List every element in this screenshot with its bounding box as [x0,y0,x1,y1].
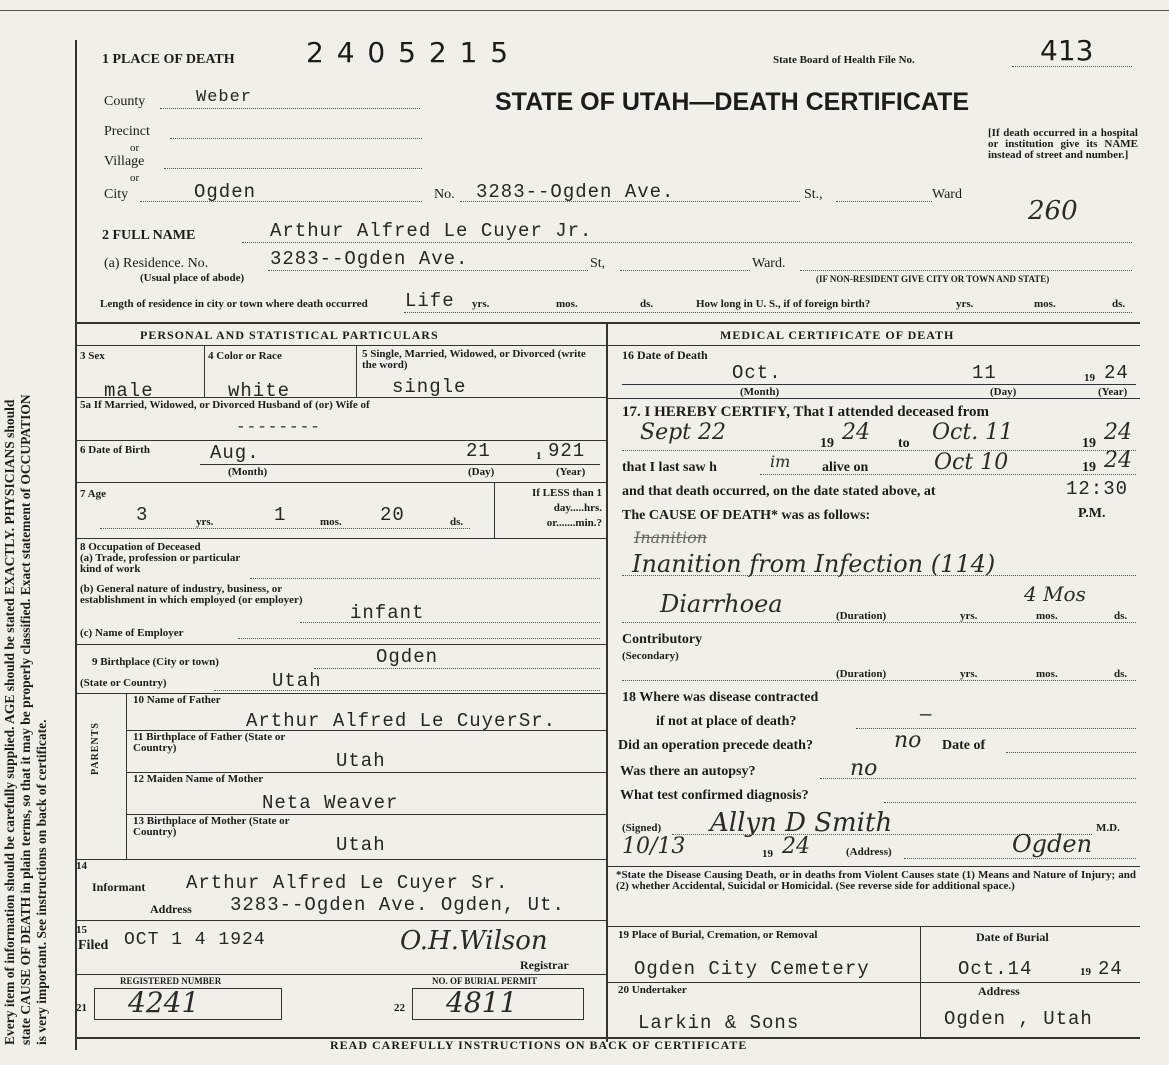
undertaker-value: Larkin & Sons [638,1012,800,1034]
street-no-label: No. [434,187,455,202]
last-saw-line [760,474,1136,475]
footer-instructions: READ CAREFULLY INSTRUCTIONS ON BACK OF CERTIFICATE [330,1038,748,1052]
disease-contracted-label: 18 Where was disease contracted [622,690,819,705]
age-years: 3 [136,504,149,526]
informant-num: 14 [76,860,87,872]
attended-line [622,450,1136,451]
place-of-death-label: 1 PLACE OF DEATH [102,52,235,67]
cause-line-1 [622,575,1136,576]
age-label: 7 Age [80,488,106,500]
personal-title-line [75,345,606,346]
signed-label: (Signed) [622,822,662,834]
undertaker-label: 20 Undertaker [618,984,687,996]
marital-label: 5 Single, Married, Widowed, or Divorced (write the word) [362,348,586,371]
village-line [164,168,422,169]
residence-label: (a) Residence. No. [104,256,209,271]
contributory-label: Contributory [622,632,703,647]
death-year-prefix: 19 [1084,372,1095,384]
cause-secondary: Diarrhoea [660,590,783,618]
parents-divider [126,693,127,859]
alive-on-year-prefix: 19 [1082,460,1096,475]
length-ds: ds. [640,298,654,310]
physician-signature: Allyn D Smith [710,808,893,838]
side-line-3: is very important. See instructions on back of certificate. [34,719,49,1045]
age-days: 20 [380,504,405,526]
death-date-label: 16 Date of Death [622,348,708,362]
death-month: Oct. [732,362,782,384]
mother-birthplace-label: 13 Birthplace of Mother (State or Country) [133,815,290,838]
footnote-bottom [606,926,1140,927]
disease-contracted-sublabel: if not at place of death? [656,714,797,729]
cause-struck: Inanition [634,528,708,547]
father-label: 10 Name of Father [133,694,221,706]
residence-ward-label: Ward. [752,256,786,271]
death-date-bottom [606,398,1140,399]
sign-date: 10/13 [622,834,686,859]
filed-label: Filed [78,938,109,953]
filed-date: OCT 1 4 1924 [124,930,266,950]
death-year: 24 [1104,362,1129,384]
attended-from-date: Sept 22 [640,420,727,445]
us-ds: ds. [1112,298,1126,310]
attended-from-year-prefix: 19 [820,436,834,451]
dob-label: 6 Date of Birth [80,444,150,456]
burial-date-label: Date of Burial [976,930,1049,944]
residence-value: 3283--Ogden Ave. [270,248,469,270]
duration-yrs-2: yrs. [960,668,978,680]
medical-title-line [606,345,1140,346]
attended-to-year-prefix: 19 [1082,436,1096,451]
birthplace-city: Ogden [376,646,439,668]
duration-yrs-1: yrs. [960,610,978,622]
city-line [140,201,422,202]
informant-address: 3283--Ogden Ave. Ogden, Ut. [230,894,565,916]
medical-section-title: MEDICAL CERTIFICATE OF DEATH [720,328,955,342]
certify-label: 17. I HEREBY CERTIFY, That I attended deceased from [622,404,990,420]
registrar-label: Registrar [520,958,569,972]
occupation-label: 8 Occupation of Deceased [80,541,201,553]
death-time-pm: P.M. [1078,506,1106,521]
death-day: 11 [972,362,997,384]
file-number: 413 [1040,34,1094,67]
filed-bottom [75,974,606,975]
precinct-label: Precinct [104,124,150,139]
street-value: 3283--Ogden Ave. [476,181,675,203]
burial-year-prefix: 19 [1080,966,1091,978]
us-mos: mos. [1034,298,1056,310]
attended-to-year: 24 [1104,420,1132,445]
death-time: 12:30 [1066,478,1129,500]
test-line [884,802,1136,803]
full-name-line [242,242,1132,243]
dob-year: 921 [548,440,586,462]
mother-birthplace: Utah [336,834,386,856]
burial-permit-label: NO. OF BURIAL PERMIT [432,976,538,986]
cause-line-2 [622,622,1136,623]
length-line [404,312,1132,313]
dob-month-caption: (Month) [228,466,268,478]
side-line-1: Every item of information should be carefully supplied. AGE should be stated EXACTLY. PHYSICIANS should [2,399,17,1045]
us-label: How long in U. S., if of foreign birth? [696,298,871,310]
attended-to-date: Oct. 11 [932,420,1014,445]
sign-year: 24 [782,834,810,859]
county-value: Weber [196,88,253,107]
duration-ds-2: ds. [1114,668,1128,680]
color-label: 4 Color or Race [208,350,282,362]
street-st-label: St., [804,187,823,202]
employer-line [238,638,600,639]
personal-section-title: PERSONAL AND STATISTICAL PARTICULARS [140,328,439,342]
death-year-caption: (Year) [1098,386,1128,398]
sign-year-prefix: 19 [762,848,773,860]
duration-label-1: (Duration) [836,610,887,622]
village-label: Village [104,154,145,169]
length-value: Life [405,290,455,312]
color-value: white [228,380,291,402]
registered-number: 4241 [128,986,200,1019]
spouse-label: 5a If Married, Widowed, or Divorced Husband of (or) Wife of [80,399,370,411]
occupation-b-line [300,622,600,623]
operation-line [1006,752,1136,753]
duration-ds-1: ds. [1114,610,1128,622]
occupation-a-line [250,578,600,579]
or-2: or [130,172,140,184]
sign-address: Ogden [1012,830,1093,858]
cause-footnote: *State the Disease Causing Death, or in deaths from Violent Causes state (1) Means and Nature of Injury; and (2) whether Accidental, Suicidal or Homicidal. (See reverse side for additional space.) [616,869,1136,892]
signed-bottom [606,866,1140,867]
burial-place-label: 19 Place of Burial, Cremation, or Removal [618,929,818,941]
ward-label: Ward [932,187,962,202]
top-border [0,10,1169,11]
death-occurred-label: and that death occurred, on the date stated above, at [622,484,936,499]
dob-month: Aug. [210,442,260,464]
color-divider [356,345,357,397]
marital-value: single [392,376,467,398]
cause-duration: 4 Mos [1024,582,1086,606]
city-label: City [104,187,129,202]
burial-place: Ogden City Cemetery [634,958,870,980]
birthplace-state: Utah [272,670,322,692]
attended-from-year: 24 [842,420,870,445]
spouse-value: -------- [236,418,321,436]
operation-answer: no [894,728,922,753]
occupation-b-label: (b) General nature of industry, business, or establishment in which employed (or employer) [80,583,303,606]
occupation-a-label: (a) Trade, profession or particular kind of work [80,552,241,575]
county-label: County [104,94,146,109]
certificate-title: STATE OF UTAH—DEATH CERTIFICATE [495,88,970,116]
last-saw-handwriting: im [770,452,791,471]
mother-label: 12 Maiden Name of Mother [133,773,264,785]
informant-value: Arthur Alfred Le Cuyer Sr. [186,872,509,894]
precinct-line [170,138,422,139]
autopsy-label: Was there an autopsy? [620,764,756,779]
row3-bottom [75,397,606,398]
reg-num-label: 21 [76,1002,87,1014]
nonresident-note: (IF NON-RESIDENT GIVE CITY OR TOWN AND STATE) [816,274,1050,284]
dob-day-caption: (Day) [468,466,495,478]
operation-label: Did an operation precede death? [618,738,813,753]
sex-divider [204,345,205,397]
sex-value: male [104,380,154,402]
occupation-value: infant [350,602,425,624]
age-line [100,528,470,529]
disease-contracted-answer: — [920,704,933,726]
length-label: Length of residence in city or town where death occurred [100,298,368,310]
burial-date: Oct.14 [958,958,1033,980]
burial-permit-number: 4811 [446,986,518,1019]
length-yrs: yrs. [472,298,490,310]
row8-bottom [75,644,606,645]
burial-row-bottom [606,982,1140,983]
last-saw-label: that I last saw h [622,460,717,475]
full-name-label: 2 FULL NAME [102,228,196,243]
parents-label: PARENTS [90,722,101,775]
father-birthplace: Utah [336,750,386,772]
length-mos: mos. [556,298,578,310]
burial-address-label: Address [978,984,1020,998]
dob-year-caption: (Year) [556,466,586,478]
operation-date-label: Date of [942,738,986,753]
row7-bottom [75,538,606,539]
nonresident-line [800,270,1132,271]
duration-mos-2: mos. [1036,668,1058,680]
full-name-value: Arthur Alfred Le Cuyer Jr. [270,220,593,242]
sign-address-line [904,858,1136,859]
less-than-label: If LESS than 1 day.....hrs. or.......min.? [531,487,602,529]
file-number-label: State Board of Health File No. [773,54,915,66]
birthplace-label: 9 Birthplace (City or town) [92,656,219,668]
residence-line [268,270,588,271]
dob-day: 21 [466,440,491,462]
autopsy-line [820,778,1136,779]
age-yrs-caption: yrs. [196,516,214,528]
sex-label: 3 Sex [80,350,105,362]
parents-bottom [75,859,606,860]
us-yrs: yrs. [956,298,974,310]
employer-label: (c) Name of Employer [80,627,184,639]
residence-st-label: St, [590,256,606,271]
row5a-bottom [75,440,606,441]
md-label: M.D. [1096,822,1120,834]
dob-century: 1 [536,450,542,462]
age-divider [494,482,495,538]
father-value: Arthur Alfred Le CuyerSr. [246,710,557,732]
burial-address: Ogden , Utah [944,1008,1093,1030]
death-date-line [622,384,1136,385]
informant-address-label: Address [150,902,192,916]
center-divider [606,322,608,1042]
cause-label: The CAUSE OF DEATH* was as follows: [622,508,871,523]
alive-on-date: Oct 10 [934,450,1009,475]
death-month-caption: (Month) [740,386,780,398]
cause-primary: Inanition from Infection (114) [632,550,996,578]
father-birthplace-label: 11 Birthplace of Father (State or Country) [133,731,286,754]
birthplace-city-line [314,668,600,669]
residence-sublabel: (Usual place of abode) [140,272,245,284]
birthplace-state-label: (State or Country) [80,677,167,689]
or-1: or [130,142,140,154]
certificate-number: 2 4 0 5 2 1 5 [306,36,511,69]
alive-on-label: alive on [822,460,869,475]
test-label: What test confirmed diagnosis? [620,788,809,803]
burial-year: 24 [1098,958,1123,980]
autopsy-answer: no [850,756,878,781]
age-months: 1 [274,504,287,526]
alive-on-year: 24 [1104,448,1132,473]
duration-mos-1: mos. [1036,610,1058,622]
to-label: to [898,436,910,451]
age-ds-caption: ds. [450,516,464,528]
age-mos-caption: mos. [320,516,342,528]
residence-ward-line [620,270,750,271]
county-line [160,108,420,109]
ward-line [836,201,932,202]
side-line-2: state CAUSE OF DEATH in plain terms, so that it may be properly classified. Exact statement of OCCUPATION [18,394,33,1045]
duration-label-2: (Duration) [836,668,887,680]
contributory-line [622,680,1136,681]
row6-bottom [75,482,606,483]
informant-bottom [75,920,606,921]
informant-label: Informant [92,880,146,894]
side-instructions [2,15,50,1045]
filed-num: 15 [76,924,87,936]
permit-num-label: 22 [394,1002,405,1014]
hospital-handwriting: 260 [1028,196,1078,226]
city-value: Ogden [194,181,257,203]
mother-value: Neta Weaver [262,792,399,814]
sign-address-label: (Address) [846,846,892,858]
hospital-note: [If death occurred in a hospital or institution give its NAME instead of street and number.] [988,127,1138,161]
contributory-sublabel: (Secondary) [622,650,679,662]
death-day-caption: (Day) [990,386,1017,398]
dob-line [200,464,600,465]
left-border [75,40,77,1050]
registrar-signature: O.H.Wilson [400,926,548,956]
registered-number-label: REGISTERED NUMBER [120,976,222,986]
